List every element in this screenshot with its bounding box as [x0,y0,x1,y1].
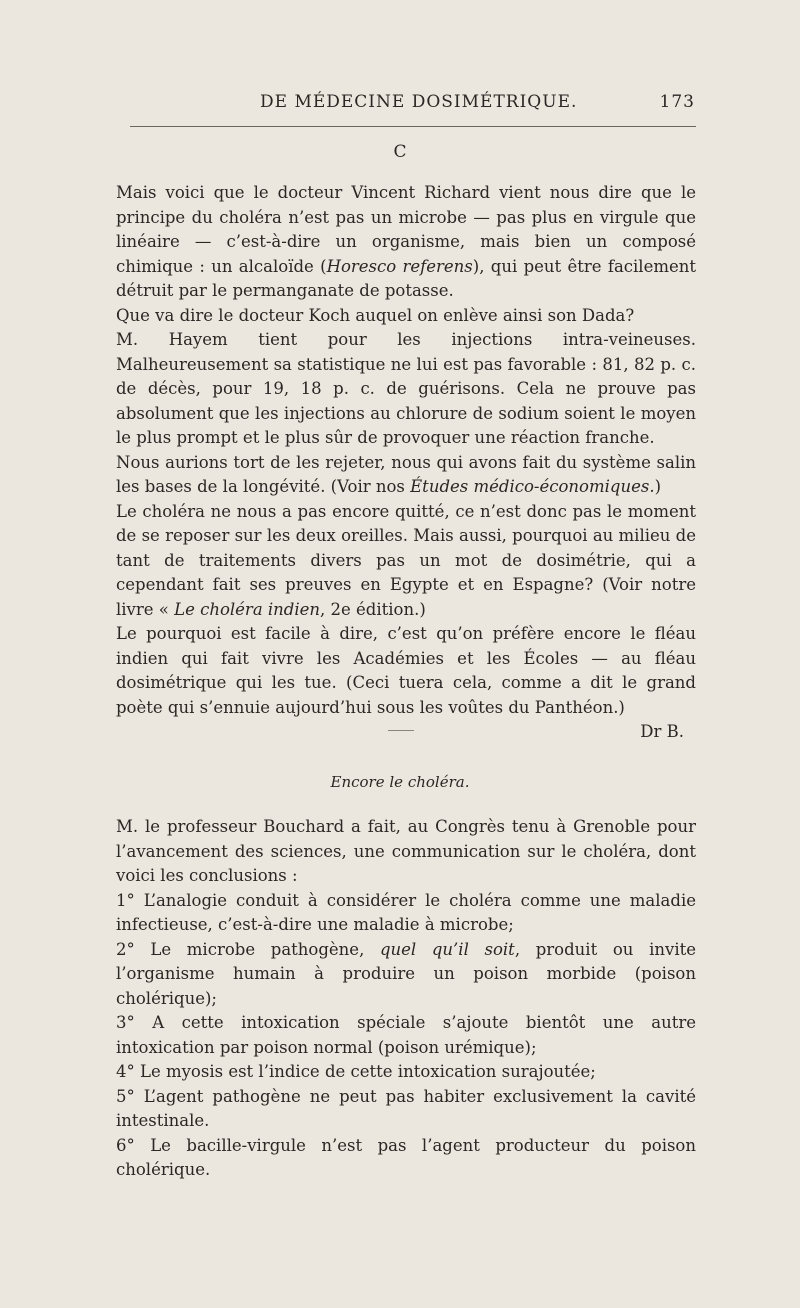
paragraph [116,500,696,623]
header-rule [130,126,696,127]
conclusion-text: , produit ou invite l’organisme humain à produire un poison morbide (poison cholérique); [116,939,696,1008]
conclusion-item [116,938,696,1012]
paragraph [116,181,696,304]
paragraph-text: Le choléra ne nous a pas encore quitté, ce n’est donc pas le moment de se reposer sur les deux oreilles. Mais aussi, pourquoi au milieu de tant de traitements divers pas un mot de dosimétrie, qui a cependant fait ses preuves en Egypte et en Espagne? (Voir notre livre « [116,501,696,619]
conclusion-item: 1° L’analogie conduit à considérer le choléra comme une maladie infectieuse, c’est-à-dire une maladie à microbe; [116,890,696,934]
paragraph: Que va dire le docteur Koch auquel on enlève ainsi son Dada? [116,305,635,325]
paragraph: Le pourquoi est facile à dire, c’est qu’on préfère encore le fléau indien qui fait vivre les Académies et les Écoles — au fléau dosimétrique qui les tue. (Ceci tuera cela, comme a dit le grand poète qui s’ennuie aujourd’hui sous les voûtes du Panthéon.) [116,624,696,717]
section-letter: C [393,142,407,162]
article-intro: M. le professeur Bouchard a fait, au Congrès tenu à Grenoble pour l’avancement des sciences, une communication sur le choléra, dont voici les conclusions : [116,817,696,885]
paragraph [116,451,696,500]
paragraph-emphasis: Horesco referens [326,256,473,276]
conclusion-emphasis: quel qu’il soit [379,939,515,959]
paragraph-text: Mais voici que le docteur Vincent Richard vient nous dire que le principe du choléra n’est pas un microbe — pas plus en virgule que linéaire — c’est-à-dire un organisme, mais bien un composé chimique : un alcaloïde ( [116,183,696,276]
page-number: 173 [659,92,695,112]
article-title: Encore le choléra. [330,773,470,791]
conclusion-text: 2° Le microbe pathogène, [116,939,380,959]
running-title: DE MÉDECINE DOSIMÉTRIQUE. [260,92,578,112]
paragraph-text: ), qui peut être facilement détruit par le permanganate de potasse. [116,256,697,300]
paragraph-text: , 2e édition.) [320,599,426,619]
running-head [112,92,695,116]
paragraph-emphasis: Le choléra indien [174,599,321,619]
paragraph-text: Nous aurions tort de les rejeter, nous qui avons fait du système salin les bases de la longévité. (Voir nos [116,452,696,496]
conclusion-item: 4° Le myosis est l’indice de cette intoxication surajoutée; [116,1062,596,1081]
section-body [116,181,696,745]
section-divider [388,730,414,731]
conclusion-item: 5° L’agent pathogène ne peut pas habiter exclusivement la cavité intestinale. [116,1086,696,1130]
paragraph: M. Hayem tient pour les injections intra-veineuses. Malheureusement sa statistique ne lui est pas favorable : 81, 82 p. c. de décès, pour 19, 18 p. c. de guérisons. Cela ne prouve pas absolument que les injections au chlorure de sodium soient le moyen le plus prompt et le plus sûr de provoquer une réaction franche. [116,330,696,447]
paragraph-text: ) [654,477,662,496]
conclusion-item: 3° A cette intoxication spéciale s’ajoute bientôt une autre intoxication par poison normal (poison urémique); [116,1013,696,1057]
article-body [116,815,696,1183]
paragraph-emphasis: Études médico-économiques. [410,477,655,496]
signature: Dr B. [640,722,684,741]
conclusion-item: 6° Le bacille-virgule n’est pas l’agent producteur du poison cholérique. [116,1135,696,1179]
